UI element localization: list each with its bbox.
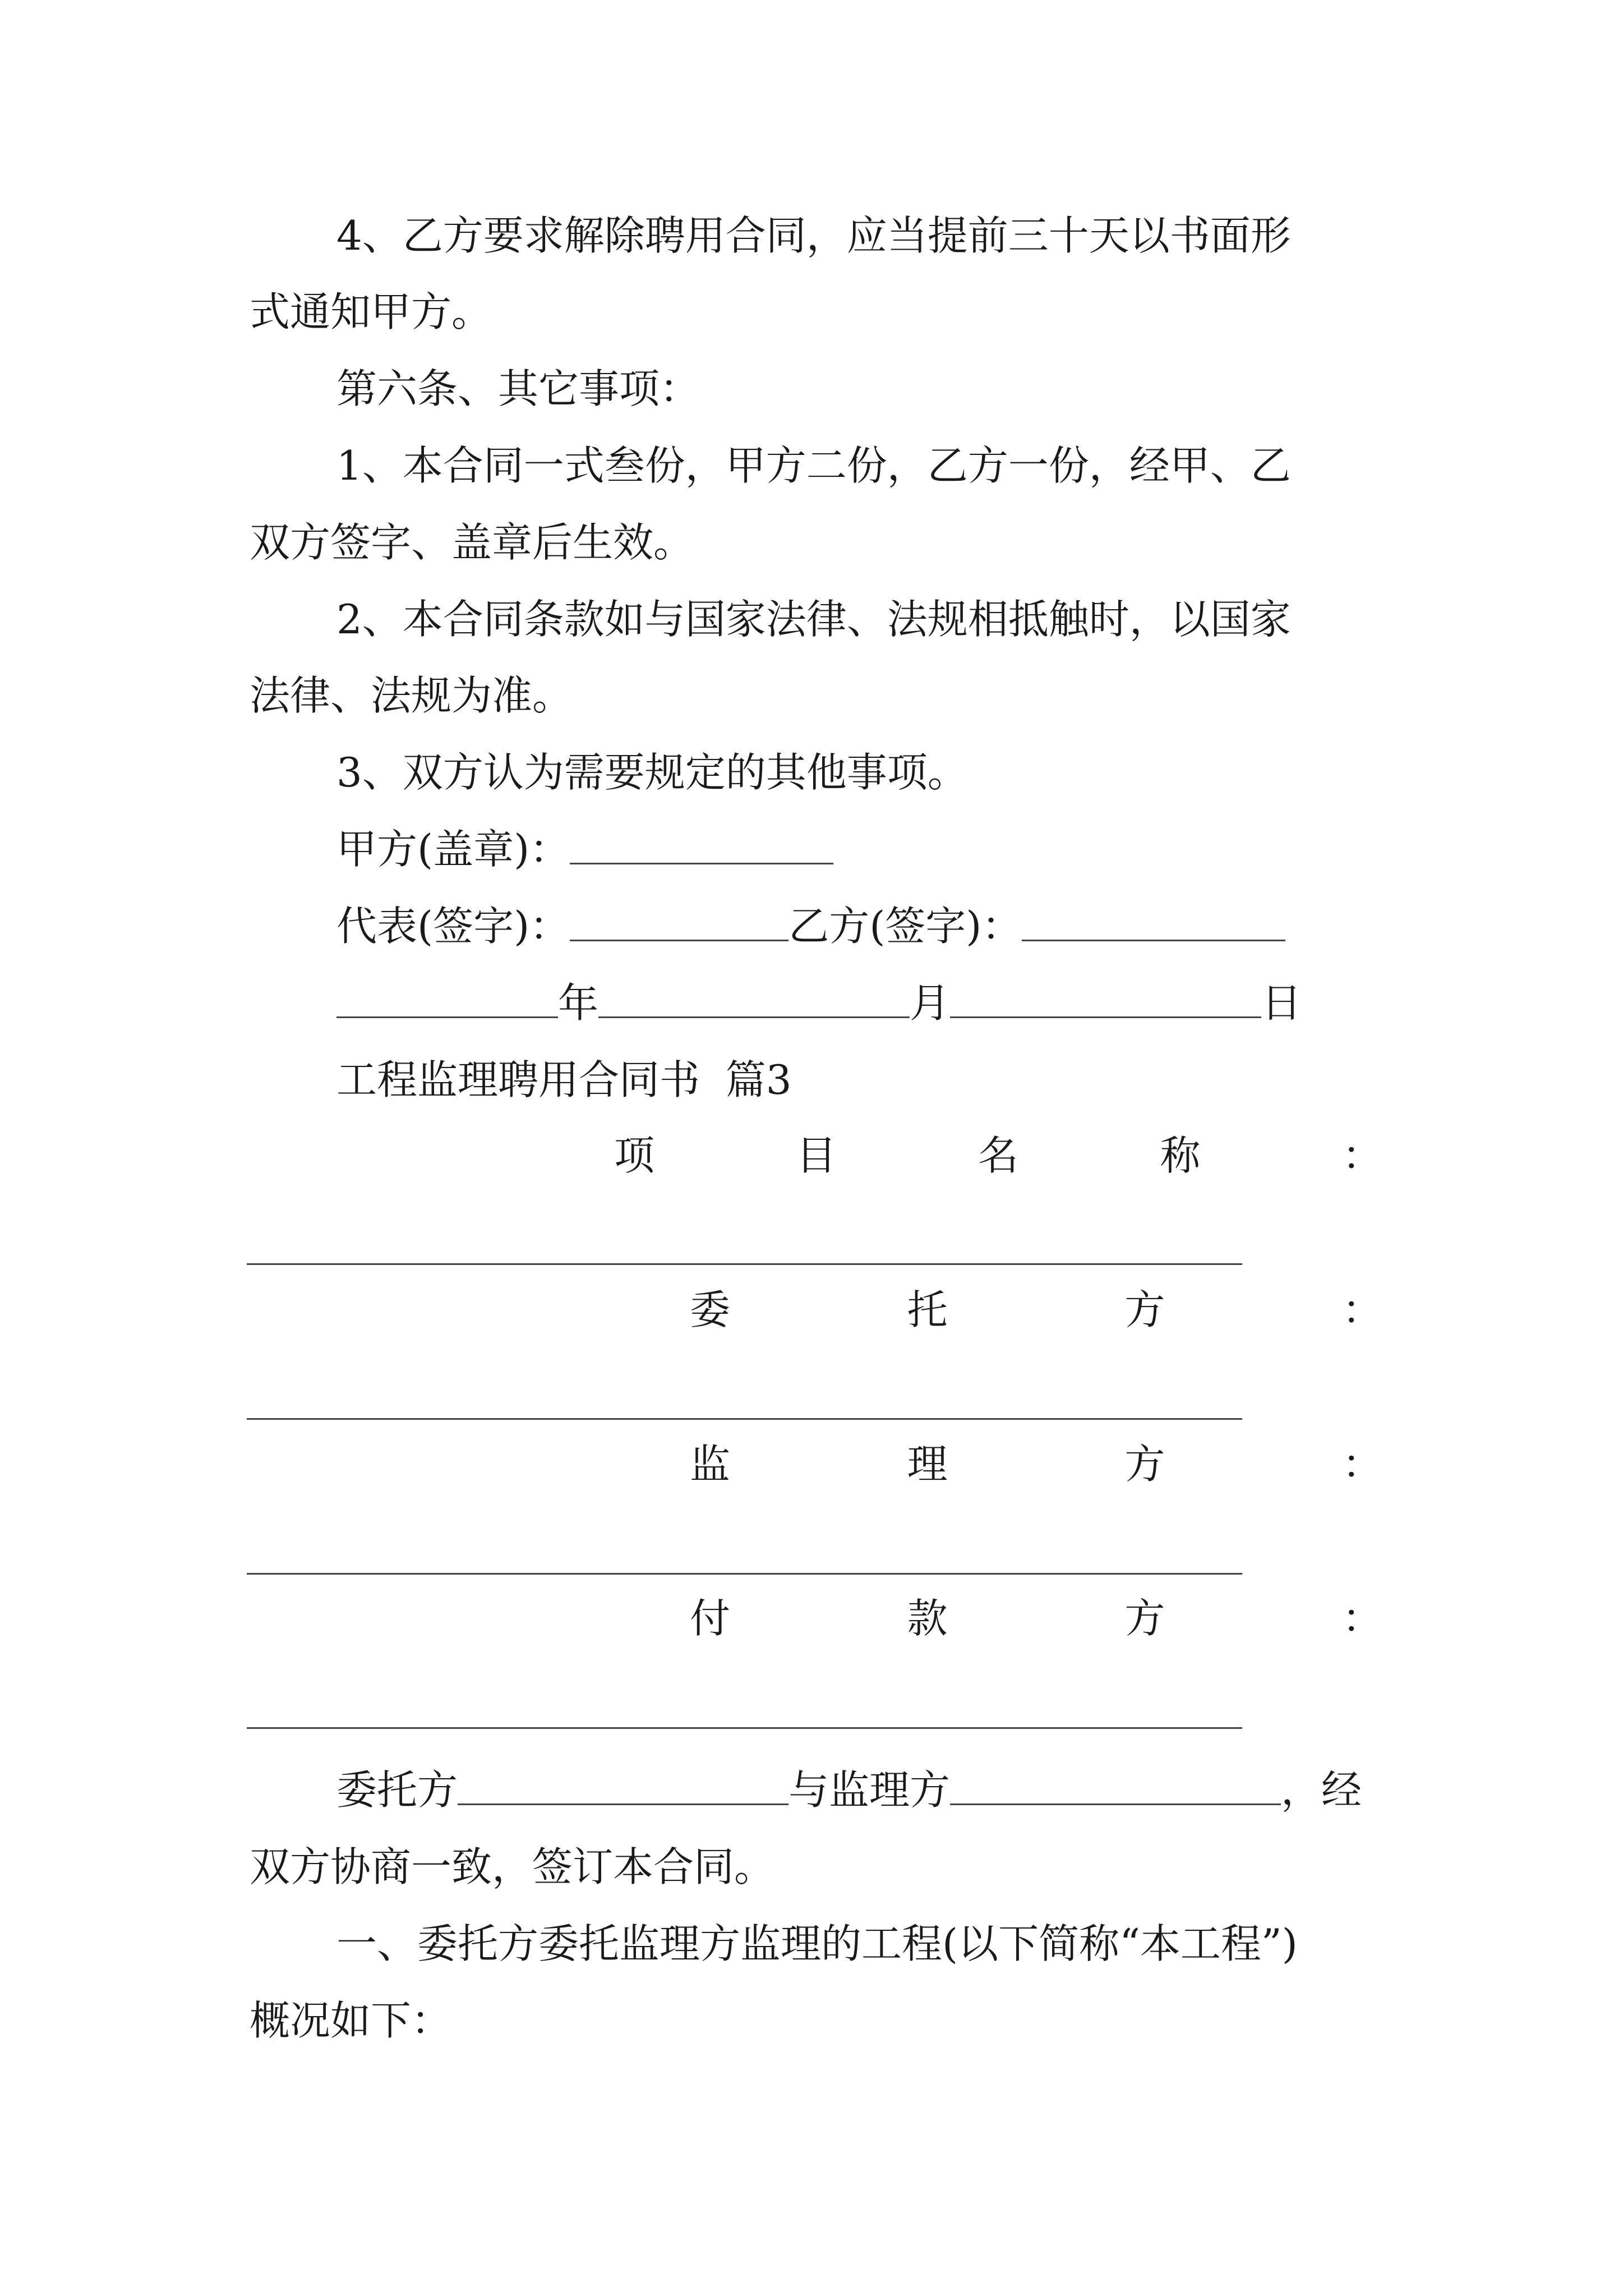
payer-blank[interactable]	[247, 1727, 1242, 1729]
field-char: 方	[1124, 1286, 1165, 1333]
day-label: 日	[1261, 979, 1302, 1027]
rep-label: 代表(签字)：	[336, 903, 570, 950]
field-char: 托	[907, 1286, 948, 1333]
paragraph-line: 1、本合同一式叁份，甲方二份，乙方一份，经甲、乙	[336, 442, 1291, 489]
section-title: 工程监理聘用合同书 篇3	[336, 1056, 792, 1103]
field-char: 方	[1124, 1441, 1165, 1488]
field-char: 理	[907, 1441, 948, 1488]
paragraph-line: 双方协商一致，签订本合同。	[250, 1843, 775, 1890]
field-char: 目	[796, 1132, 837, 1179]
party-b-label: 乙方(签字)：	[789, 903, 1022, 950]
field-char: 监	[690, 1441, 731, 1488]
month-label: 月	[910, 979, 951, 1027]
paragraph-line: 式通知甲方。	[250, 288, 492, 335]
field-char: 称	[1160, 1132, 1201, 1179]
supervisor-label	[690, 1437, 1382, 1491]
payer-label	[690, 1591, 1382, 1645]
field-char: 付	[690, 1595, 731, 1642]
field-colon: ：	[1341, 1286, 1382, 1333]
date-line	[336, 976, 1302, 1030]
month-blank[interactable]	[598, 1016, 910, 1018]
paragraph-line: 3、双方认为需要规定的其他事项。	[336, 749, 968, 796]
field-char: 名	[978, 1132, 1018, 1179]
field-colon: ：	[1341, 1595, 1382, 1642]
field-char: 方	[1124, 1595, 1165, 1642]
section-heading: 第六条、其它事项：	[336, 365, 700, 412]
supervisor-text: 与监理方	[789, 1766, 951, 1814]
client-text: 委托方	[336, 1766, 458, 1814]
party-a-blank[interactable]	[570, 862, 833, 864]
supervisor-blank[interactable]	[247, 1573, 1242, 1575]
paragraph-line: 2、本合同条款如与国家法律、法规相抵触时，以国家	[336, 596, 1291, 643]
clause-one-line: 一、委托方委托监理方监理的工程(以下简称“本工程”)	[336, 1920, 1298, 1967]
field-colon: ：	[1341, 1441, 1382, 1488]
paragraph-line: 法律、法规为准。	[250, 672, 573, 719]
party-a-seal-line	[336, 822, 833, 876]
signature-line	[336, 899, 1285, 953]
client-blank[interactable]	[247, 1418, 1242, 1420]
paragraph-line: 概况如下：	[250, 1997, 452, 2044]
paragraph-line: 4、乙方要求解除聘用合同，应当提前三十天以书面形	[336, 212, 1291, 259]
year-blank[interactable]	[336, 1016, 558, 1018]
agreement-line	[336, 1763, 1362, 1817]
rep-blank[interactable]	[570, 939, 789, 941]
field-char: 项	[614, 1132, 655, 1179]
party-a-label: 甲方(盖章)：	[336, 826, 570, 873]
day-blank[interactable]	[950, 1016, 1261, 1018]
project-name-label	[614, 1129, 1382, 1182]
field-char: 委	[690, 1286, 731, 1333]
year-label: 年	[558, 979, 599, 1027]
supervisor-name-blank[interactable]	[950, 1803, 1281, 1805]
agreement-comma: ，经	[1281, 1766, 1362, 1814]
field-char: 款	[907, 1595, 948, 1642]
party-b-blank[interactable]	[1022, 939, 1285, 941]
field-colon: ：	[1341, 1132, 1382, 1179]
client-name-blank[interactable]	[458, 1803, 789, 1805]
paragraph-line: 双方签字、盖章后生效。	[250, 519, 694, 566]
client-label	[690, 1283, 1382, 1337]
project-name-blank[interactable]	[247, 1263, 1242, 1265]
